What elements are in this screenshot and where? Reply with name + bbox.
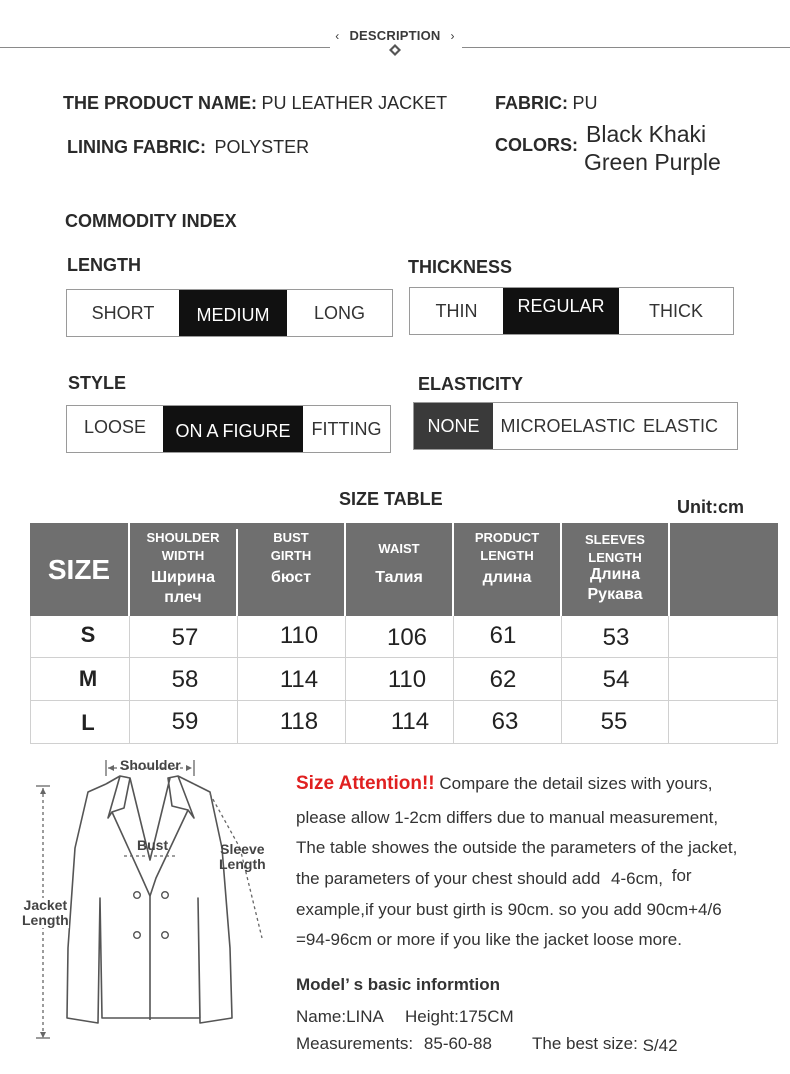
shoulder-width-header <box>130 523 236 616</box>
shoulder-en-1: SHOULDER <box>146 530 220 545</box>
fabric-row <box>495 93 597 114</box>
product-name-value: PU LEATHER JACKET <box>261 93 448 113</box>
thickness-option-thick: THICK <box>649 300 703 321</box>
diagram-shoulder-label: Shoulder <box>120 757 181 773</box>
length-option-medium: MEDIUM <box>179 290 287 336</box>
product-length-en-2: LENGTH <box>480 548 534 563</box>
sleeves-length-header <box>562 523 668 616</box>
size-table-title: SIZE TABLE <box>339 489 443 509</box>
length-selector <box>66 289 393 337</box>
bust-en-1: BUST <box>273 530 309 545</box>
size-s: S <box>80 622 96 647</box>
row-divider <box>30 743 778 744</box>
attention-text-4a: the parameters of your chest should add <box>296 869 601 888</box>
model-best-size-value: S/42 <box>642 1036 678 1055</box>
product-length-header <box>454 523 560 616</box>
thickness-option-regular: REGULAR <box>503 288 619 334</box>
bust-girth-header <box>238 523 344 616</box>
fabric-label: FABRIC: <box>495 93 568 113</box>
header-title: DESCRIPTION <box>349 28 441 43</box>
lining-value: POLYSTER <box>214 137 310 157</box>
left-bracket: ‹ <box>335 29 340 43</box>
row-divider <box>30 657 778 658</box>
cell-l-sleeves: 55 <box>600 708 628 735</box>
diamond-ornament-icon <box>389 44 401 56</box>
model-name-label: Name: <box>296 1007 347 1026</box>
elasticity-selector <box>413 402 738 450</box>
sleeves-ru-2: Рукава <box>587 586 643 603</box>
diagram-jacket-length-label <box>22 898 69 928</box>
attention-line-5: example,if your bust girth is 90cm. so you add 90cm+4/6 <box>296 900 722 919</box>
elasticity-option-elastic: ELASTIC <box>643 415 719 436</box>
attention-line-2: please allow 1-2cm differs due to manual measurement, <box>296 808 719 827</box>
cell-l-bust: 118 <box>279 708 319 735</box>
model-measurements-label: Measurements: <box>296 1034 414 1053</box>
bust-en-2: GIRTH <box>270 548 312 563</box>
cell-s-sleeves: 53 <box>602 624 630 651</box>
cell-s-shoulder: 57 <box>171 624 199 651</box>
sleeves-en-1: SLEEVES <box>585 532 645 547</box>
model-height-row <box>405 1007 514 1027</box>
product-length-en-1: PRODUCT <box>474 530 540 545</box>
waist-ru-1: Талия <box>375 569 423 586</box>
colors-line-2: Green Purple <box>584 149 721 175</box>
style-option-loose: LOOSE <box>83 416 147 437</box>
style-label: STYLE <box>68 373 127 393</box>
jacket-line-2: Length <box>22 912 69 928</box>
model-height-label: Height: <box>405 1007 459 1026</box>
cell-m-length: 62 <box>489 666 517 693</box>
attention-line-1 <box>296 773 712 795</box>
cell-l-length: 63 <box>491 708 519 735</box>
description-header <box>0 28 790 43</box>
attention-text-4c: for <box>671 866 692 885</box>
cell-l-shoulder: 59 <box>171 708 199 735</box>
attention-line-3: The table showes the outside the parameters of the jacket, <box>296 838 738 857</box>
lining-row <box>67 137 309 158</box>
model-name-value: LINA <box>346 1007 384 1026</box>
size-column-header: SIZE <box>47 553 111 585</box>
length-label: LENGTH <box>67 255 141 275</box>
header-rule-right <box>462 47 790 48</box>
diagram-bust-label: Bust <box>137 837 169 853</box>
model-best-size-row <box>532 1034 678 1054</box>
colors-line-1: Black Khaki <box>586 121 707 147</box>
shoulder-en-2: WIDTH <box>161 548 205 563</box>
bust-ru-1: бюст <box>270 569 312 586</box>
size-l: L <box>81 710 95 735</box>
elasticity-label: ELASTICITY <box>418 374 524 394</box>
header-rule-left <box>0 47 330 48</box>
shoulder-ru-1: Ширина <box>150 569 216 586</box>
model-best-size-label: The best size: <box>532 1034 638 1053</box>
waist-en-1: WAIST <box>378 541 420 556</box>
lining-label: LINING FABRIC: <box>67 137 206 157</box>
thickness-option-thin: THIN <box>435 300 478 321</box>
sleeves-ru-1: Длина <box>590 566 640 583</box>
cell-m-sleeves: 54 <box>602 666 630 693</box>
size-table-header <box>30 523 778 616</box>
fabric-value: PU <box>572 93 598 113</box>
jacket-line-1: Jacket <box>23 897 68 913</box>
model-measurements-value: 85-60-88 <box>423 1034 492 1053</box>
attention-line-4 <box>296 866 692 889</box>
model-name-row <box>296 1007 384 1027</box>
attention-heading: Size Attention!! <box>296 773 435 794</box>
cell-m-waist: 110 <box>387 666 427 693</box>
sleeve-line-2: Length <box>219 856 266 872</box>
thickness-label: THICKNESS <box>408 257 513 277</box>
commodity-index-title: COMMODITY INDEX <box>65 211 237 231</box>
attention-text-4b: 4-6cm, <box>611 869 663 888</box>
elasticity-option-microelastic: MICROELASTIC <box>500 415 636 436</box>
sleeve-line-1: Sleeve <box>220 841 265 857</box>
model-measurements-row <box>296 1034 492 1054</box>
cell-m-bust: 114 <box>279 666 319 693</box>
product-name-label: THE PRODUCT NAME: <box>63 93 257 113</box>
shoulder-ru-2: плеч <box>164 589 202 606</box>
model-info-title: Model’ s basic informtion <box>296 975 501 994</box>
cell-s-length: 61 <box>489 622 517 649</box>
product-name-row <box>63 93 447 114</box>
unit-label: Unit:cm <box>677 497 744 517</box>
cell-s-waist: 106 <box>386 624 428 651</box>
row-divider <box>30 700 778 701</box>
cell-s-bust: 110 <box>279 622 319 649</box>
attention-line-6: =94-96cm or more if you like the jacket loose more. <box>296 930 682 949</box>
diagram-sleeve-label <box>219 842 266 872</box>
colors-label: COLORS: <box>495 135 578 155</box>
attention-text-1: Compare the detail sizes with yours, <box>439 774 713 793</box>
elasticity-option-none: NONE <box>414 403 493 449</box>
right-bracket: › <box>450 29 455 43</box>
style-option-on-a-figure: ON A FIGURE <box>163 406 303 452</box>
size-m: M <box>78 666 98 691</box>
sleeves-en-2: LENGTH <box>588 550 642 565</box>
cell-m-shoulder: 58 <box>171 666 199 693</box>
waist-header <box>346 523 452 616</box>
style-selector <box>66 405 391 453</box>
length-option-short: SHORT <box>91 302 155 323</box>
product-length-ru-1: длина <box>482 569 532 586</box>
cell-l-waist: 114 <box>390 708 430 735</box>
style-option-fitting: FITTING <box>311 418 382 439</box>
length-option-long: LONG <box>313 302 365 323</box>
model-height-value: 175CM <box>458 1007 514 1026</box>
thickness-selector <box>409 287 734 335</box>
